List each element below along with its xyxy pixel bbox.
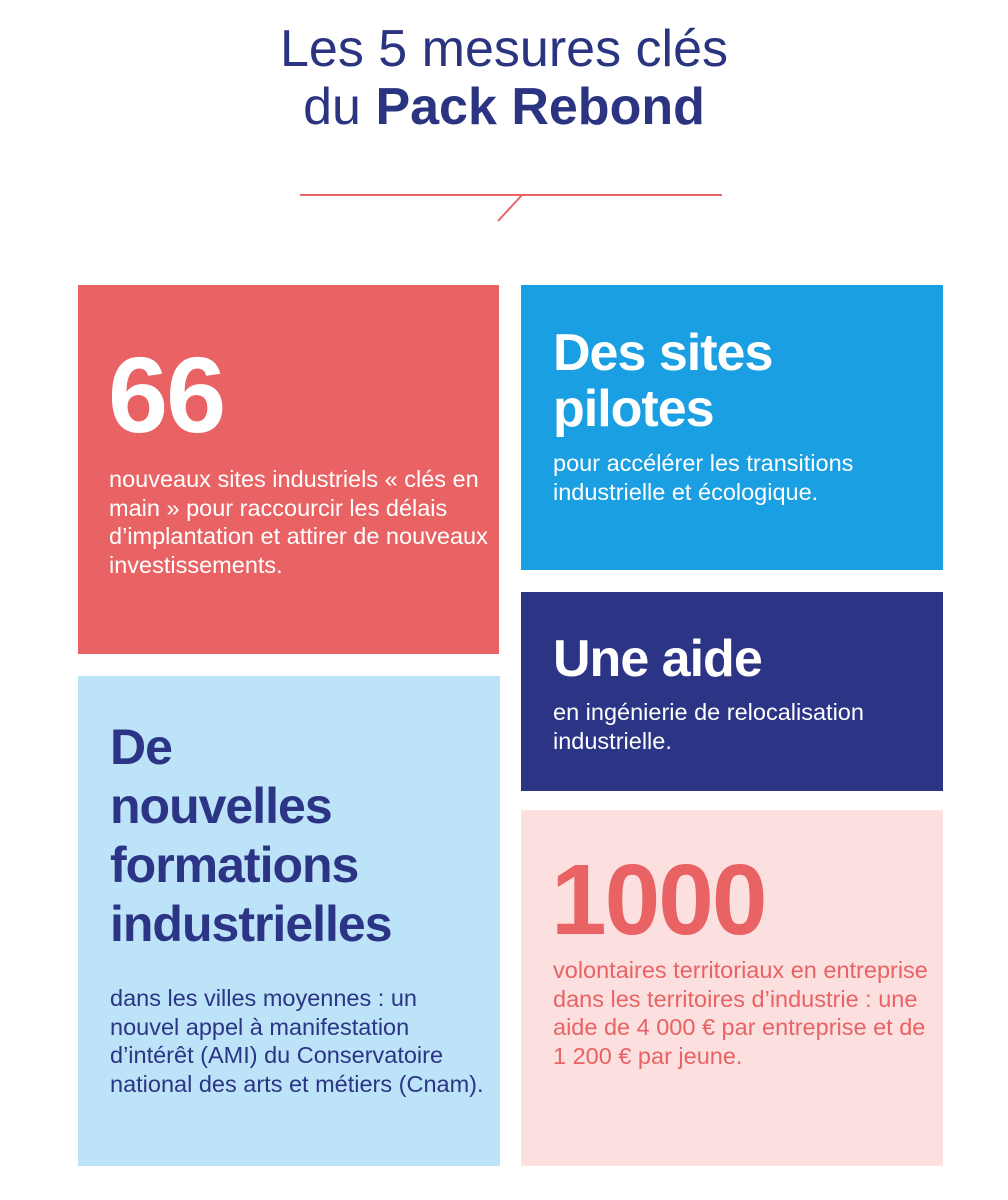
card-description: dans les villes moyennes : un nouvel appel à manifestation d’intérêt (AMI) du Conservatoire national des arts et métiers (Cnam). <box>110 985 484 1097</box>
headline-line: industrielles <box>110 896 392 952</box>
card-new-trainings <box>78 676 500 1166</box>
card-description: volontaires territoriaux en entreprise dans les territoires d’industrie : une aide de 4 000 € par entreprise et de 1 200 € par jeune. <box>553 957 928 1069</box>
card-description: nouveaux sites industriels « clés en main » pour raccourcir les délais d’implantation et attirer de nouveaux investissements. <box>109 466 488 578</box>
card-headline: Une aide <box>553 630 762 688</box>
card-headline: 66 <box>108 334 225 455</box>
card-headline <box>553 325 772 437</box>
headline-line: nouvelles <box>110 778 332 834</box>
headline-line: Des sites <box>553 324 773 382</box>
title-prefix: du <box>303 78 376 136</box>
card-description: en ingénierie de relocalisation industrielle. <box>553 699 864 754</box>
card-description: pour accélérer les transitions industrielle et écologique. <box>553 450 854 505</box>
headline-line: formations <box>110 837 359 893</box>
card-pilot-sites <box>521 285 943 570</box>
card-engineering-aid <box>521 592 943 791</box>
title-line-1: Les 5 mesures clés <box>280 20 728 78</box>
title-brand: Pack Rebond <box>375 78 705 136</box>
title-divider <box>0 0 1008 240</box>
card-headline: 1000 <box>551 844 766 956</box>
card-territorial-volunteers <box>521 810 943 1166</box>
card-headline <box>110 718 392 954</box>
card-new-industrial-sites <box>78 285 499 654</box>
divider-notch <box>498 195 522 221</box>
headline-line: pilotes <box>553 380 714 438</box>
headline-line: De <box>110 719 172 775</box>
